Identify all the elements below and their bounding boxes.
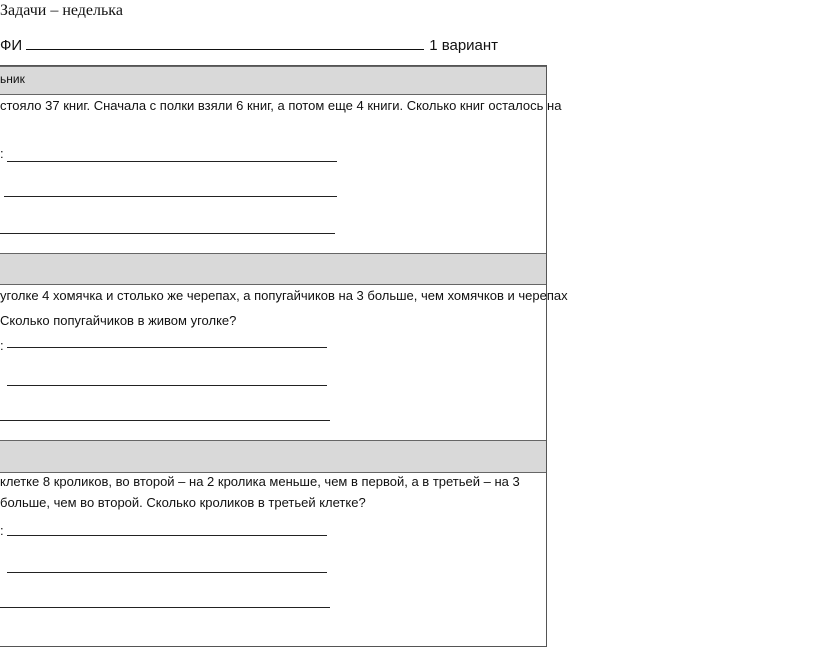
section-2-problem-line-2: Сколько попугайчиков в живом уголке?	[0, 313, 237, 328]
section-1-answer-prefix: :	[0, 146, 4, 161]
section-1-answer-line-1[interactable]	[7, 161, 337, 162]
section-2-answer-prefix: :	[0, 338, 4, 353]
section-3-problem-line-2: больше, чем во второй. Сколько кроликов в третьей клетке?	[0, 495, 366, 510]
section-1-answer-line-2[interactable]	[4, 196, 337, 197]
worksheet-title: Задачи – неделька	[0, 2, 123, 19]
section-2-header	[0, 253, 546, 285]
section-1-answer-line-3[interactable]	[0, 233, 335, 234]
section-2-problem-line-1: уголке 4 хомячка и столько же черепах, а попугайчиков на 3 больше, чем хомячков и черепах	[0, 288, 568, 303]
name-field-row	[0, 35, 498, 54]
section-3-answer-line-1[interactable]	[7, 535, 327, 536]
tasks-table	[0, 65, 568, 647]
section-1-problem-text: стояло 37 книг. Сначала с полки взяли 6 книг, а потом еще 4 книги. Сколько книг осталось на	[0, 98, 562, 113]
section-2-answer-line-2[interactable]	[7, 385, 327, 386]
section-3-answer-line-3[interactable]	[0, 607, 330, 608]
section-1-header	[0, 66, 546, 95]
section-3-answer-prefix: :	[0, 523, 4, 538]
variant-label: 1 вариант	[429, 37, 499, 54]
section-2-answer-line-1[interactable]	[7, 347, 327, 348]
section-3-answer-line-2[interactable]	[7, 572, 327, 573]
section-2-answer-line-3[interactable]	[0, 420, 330, 421]
section-3-header	[0, 440, 546, 473]
section-3-problem-line-1: клетке 8 кроликов, во второй – на 2 кролика меньше, чем в первой, а в третьей – на 3	[0, 474, 520, 489]
section-1-header-text: ьник	[0, 72, 25, 86]
name-label: ФИ	[0, 37, 23, 54]
name-underline[interactable]	[26, 35, 424, 50]
